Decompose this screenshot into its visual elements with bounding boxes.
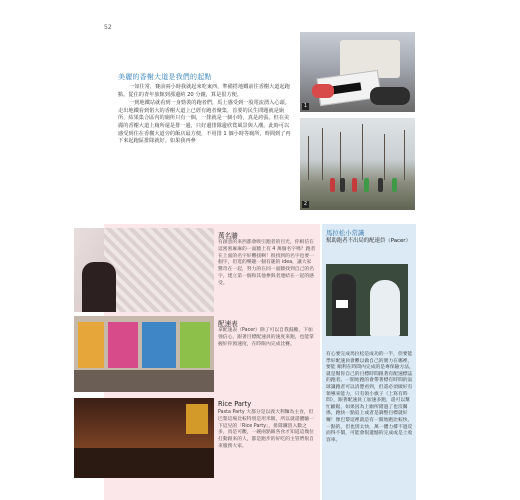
text-name-wall: 有創意的來西都會吸引跑者的目光，你相信在這密密麻麻的一面牆上有 4 萬個名字嗎？跑者在上面的名字好難找啊！很找到的名字也要一個字，但逛的樂趣一個有趣的 idea，讓大家驚奇在一起，努力的在同一面牆找到自己的名字，建立第一個和其他參與者連結在一起的感受。 [218, 240, 316, 286]
tree-trunk [340, 132, 341, 180]
photo-race-gear [300, 32, 415, 112]
text-rice-party: Pasta Party 大都分是以義大利麵為主食，但巴黎這場比較特別是用米飯，所以就還體驗一下這兒的「Rice Party」，排隊購買入數之多，真是可觀，一碗兩點飯各食才知道這幾位打動跟來的人，都是跑步的好吃的主管們很自來服務大家。 [218, 410, 314, 449]
name-wall-shape [104, 228, 214, 312]
booth-shape [108, 322, 138, 368]
tree-trunk [404, 130, 405, 180]
text-pacer: 拿配速表（Pacer）除了可以自我鼓勵，下加強信心，跟著目標配速員的速度來跑，也能掌握好你預速度，在時限內完成比賽。 [218, 328, 314, 347]
cap-shape [312, 84, 334, 98]
tree-trunk [384, 134, 385, 180]
main-paragraph: 一如往常，賽前兩小時我就起來吃東西，準備搭地鐵前往香榭大道起跑點。從住的青年旅館到那邊約 20 分鐘，算是很方便。 [118, 84, 290, 98]
runner-figure [330, 178, 335, 192]
main-article-text [118, 84, 294, 147]
poncho-figure [370, 280, 400, 336]
heading-name-wall: 萬名牆 [218, 232, 238, 240]
photo-rice-party [74, 398, 214, 478]
sidebar-title: 馬拉松小常識 [326, 229, 365, 237]
tree-trunk [362, 124, 363, 180]
booth-shape [78, 322, 104, 368]
booth-shape [180, 322, 210, 368]
section-title: 美麗的香榭大道是我們的起點 [118, 73, 212, 81]
runner-figure [378, 178, 383, 192]
page-number: 52 [104, 24, 112, 31]
tree-trunk [308, 136, 309, 180]
photo-name-wall [74, 228, 214, 312]
sign-shape [186, 404, 208, 434]
photo-number: 1 [303, 103, 308, 109]
shoe-shape [370, 87, 410, 105]
photo-pacer-runner [326, 264, 408, 336]
person-shape [82, 262, 116, 312]
photo-expo-booths [74, 316, 214, 392]
heading-rice-party: Rice Party [218, 400, 252, 408]
runner-figure [340, 178, 345, 192]
sidebar-subtitle: 幫助跑者不出局的配速員（Pacer） [326, 238, 411, 244]
crowd-shape [74, 448, 214, 478]
heading-pacer: 配速表 [218, 320, 238, 328]
photo-park-runners [300, 118, 415, 210]
main-paragraph: 一到地鐵站就看到一身勁裝的跑者們，馬上感受到一股電流湧入心頭。走出地鐵看到偌大的香榭大道上已經有跑者聚集，首要的民生問題就是廁所，結果集合區內的廁所只有一個，一排就是一個小時，真是誇張。但在美麗的香榭大道上廁所還是排一邊，只好邊排隊邊欣賞風景與人潮。此時可以感受到住在香榭大道旁的飯店最方便，不用排 1 個小時等廁所，時間到了再下來起跑區排隊就好。如果我再參 [118, 100, 291, 145]
tree-trunk [322, 128, 323, 180]
runner-figure [392, 178, 397, 192]
runner-figure [364, 178, 369, 192]
photo-number: 2 [303, 201, 308, 207]
booth-shape [142, 322, 176, 368]
floor-shape [74, 370, 214, 392]
runner-figure [352, 178, 357, 192]
sidebar-text: 有心要完成馬拉松是成功的一半，但要能學好配速員會難以做自己的實力在哪裡，要能 順利在時間內完成的是專保險方法，就是幫你自己的目標時間跟著有配速標誌的跑者。一開始跑的會帶著標有時間的氣球讓跑者可以清楚看到，但還必須做好有領導來能力，只有領小旗子（上寫有時間），跟著配速員工加速多跑，還可以幫忙顧鬆，如果因為上廁所錯過了也沒關係，跑快一點追上或者是調整目標就好囉！像巴黎這裡就是有一開始跑比較快，一點的，但也別太快，萬一體力撐不過反而得不償，可能會很遺憾的完成或是上收容車。 [326, 352, 414, 443]
race-bib-shape [336, 300, 348, 308]
